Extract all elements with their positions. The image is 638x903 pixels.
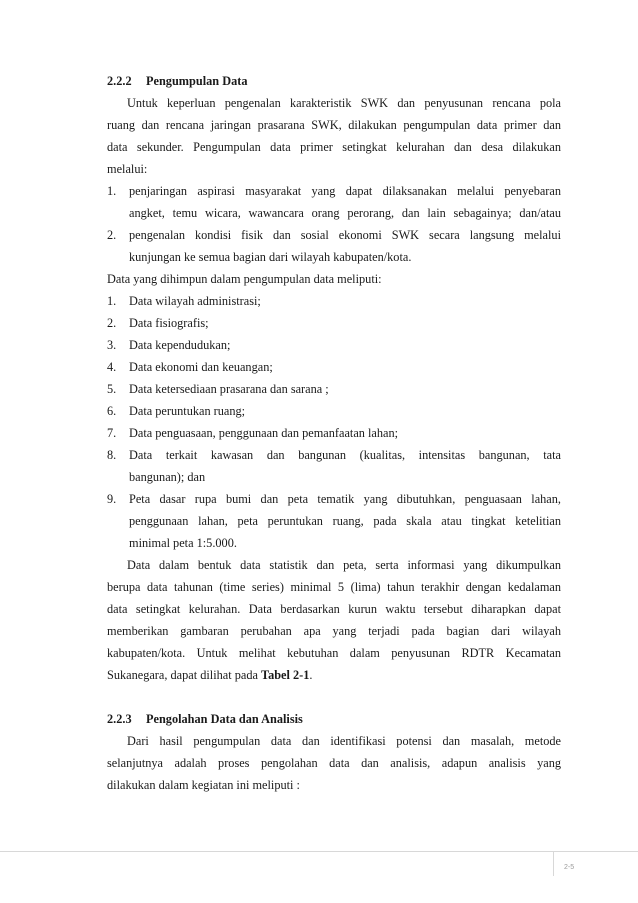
section-number: 2.2.3 <box>107 712 132 726</box>
list-number: 2. <box>107 228 117 242</box>
data-items-list <box>107 290 561 554</box>
list-item <box>107 378 561 400</box>
list-number: 3. <box>107 338 117 352</box>
list-text: Data peruntukan ruang; <box>129 404 246 418</box>
list-item-continuation: penggunaan lahan, peta peruntukan ruang, pada skala atau tingkat ketelitian <box>129 514 561 528</box>
section-title: Pengolahan Data dan Analisis <box>146 712 303 726</box>
footer-divider <box>553 851 554 876</box>
list-item <box>107 444 561 466</box>
paragraph-line: berupa data tahunan (time series) minimal 5 (lima) tahun terakhir dengan kedalaman <box>107 580 561 594</box>
section-number: 2.2.2 <box>107 74 132 88</box>
list-item <box>107 224 561 246</box>
paragraph-line: dilakukan dalam kegiatan ini meliputi : <box>107 778 300 792</box>
list-item <box>107 334 561 356</box>
list-item <box>107 180 561 202</box>
list-number: 6. <box>107 404 117 418</box>
list-text: Data penguasaan, penggunaan dan pemanfaatan lahan; <box>129 426 399 440</box>
list-item <box>107 356 561 378</box>
list-text: Data wilayah administrasi; <box>129 294 261 308</box>
paragraph-line: data sekunder. Pengumpulan data primer setingkat kelurahan dan desa dilakukan <box>107 140 561 154</box>
methods-list <box>107 180 561 268</box>
list-number: 2. <box>107 316 117 330</box>
list-item-continuation: angket, temu wicara, wawancara orang perorang, dan lain sebagainya; dan/atau <box>129 206 561 220</box>
list-text: Data ketersediaan prasarana dan sarana ; <box>129 382 329 396</box>
list-number: 5. <box>107 382 117 396</box>
list-number: 8. <box>107 448 117 462</box>
section-heading-2-2-3 <box>107 708 561 730</box>
list-number: 4. <box>107 360 117 374</box>
paragraph-line: Dari hasil pengumpulan data dan identifikasi potensi dan masalah, metode <box>127 734 561 748</box>
section-title: Pengumpulan Data <box>146 74 248 88</box>
list-item-continuation: kunjungan ke semua bagian dari wilayah kabupaten/kota. <box>129 250 412 264</box>
list-text: pengenalan kondisi fisik dan sosial ekonomi SWK secara langsung melalui <box>129 228 561 242</box>
list-item <box>107 400 561 422</box>
paragraph-line: memberikan gambaran perubahan apa yang terjadi pada bagian dari wilayah <box>107 624 561 638</box>
list-number: 7. <box>107 426 117 440</box>
paragraph-line: data setingkat kelurahan. Data berdasarkan kurun waktu tersebut diharapkan dapat <box>107 602 561 616</box>
paragraph-line: kabupaten/kota. Untuk melihat kebutuhan dalam penyusunan RDTR Kecamatan <box>107 646 561 660</box>
list-item-continuation: minimal peta 1:5.000. <box>129 536 237 550</box>
list-text: Data fisiografis; <box>129 316 209 330</box>
list-intro: Data yang dihimpun dalam pengumpulan data meliputi: <box>107 272 382 286</box>
list-item <box>107 422 561 444</box>
paragraph-line <box>107 664 561 686</box>
list-text: Data kependudukan; <box>129 338 231 352</box>
list-text: penjaringan aspirasi masyarakat yang dapat dilaksanakan melalui penyebaran <box>129 184 561 198</box>
paragraph-text: Sukanegara, dapat dilihat pada <box>107 668 261 682</box>
paragraph-text: . <box>309 668 313 682</box>
list-item <box>107 290 561 312</box>
table-reference: Tabel 2-1 <box>261 668 310 682</box>
list-text: Peta dasar rupa bumi dan peta tematik yang dibutuhkan, penguasaan lahan, <box>129 492 561 506</box>
page-number: 2-5 <box>564 864 575 871</box>
list-item <box>107 488 561 510</box>
list-text: Data ekonomi dan keuangan; <box>129 360 273 374</box>
list-text: Data terkait kawasan dan bangunan (kualitas, intensitas bangunan, tata <box>129 448 561 462</box>
list-item-continuation: bangunan); dan <box>129 470 206 484</box>
list-number: 1. <box>107 294 117 308</box>
paragraph-line: Untuk keperluan pengenalan karakteristik SWK dan penyusunan rencana pola <box>127 96 561 110</box>
list-number: 1. <box>107 184 117 198</box>
list-item <box>107 312 561 334</box>
paragraph-line: Data dalam bentuk data statistik dan peta, serta informasi yang dikumpulkan <box>127 558 561 572</box>
paragraph-line: ruang dan rencana jaringan prasarana SWK, dilakukan pengumpulan data primer dan <box>107 118 561 132</box>
spacer <box>107 686 561 708</box>
section-heading-2-2-2 <box>107 70 561 92</box>
paragraph-line: selanjutnya adalah proses pengolahan data dan analisis, adapun analisis yang <box>107 756 561 770</box>
footer-rule <box>0 851 638 852</box>
page-content <box>107 70 561 796</box>
paragraph-line: melalui: <box>107 162 148 176</box>
list-number: 9. <box>107 492 117 506</box>
